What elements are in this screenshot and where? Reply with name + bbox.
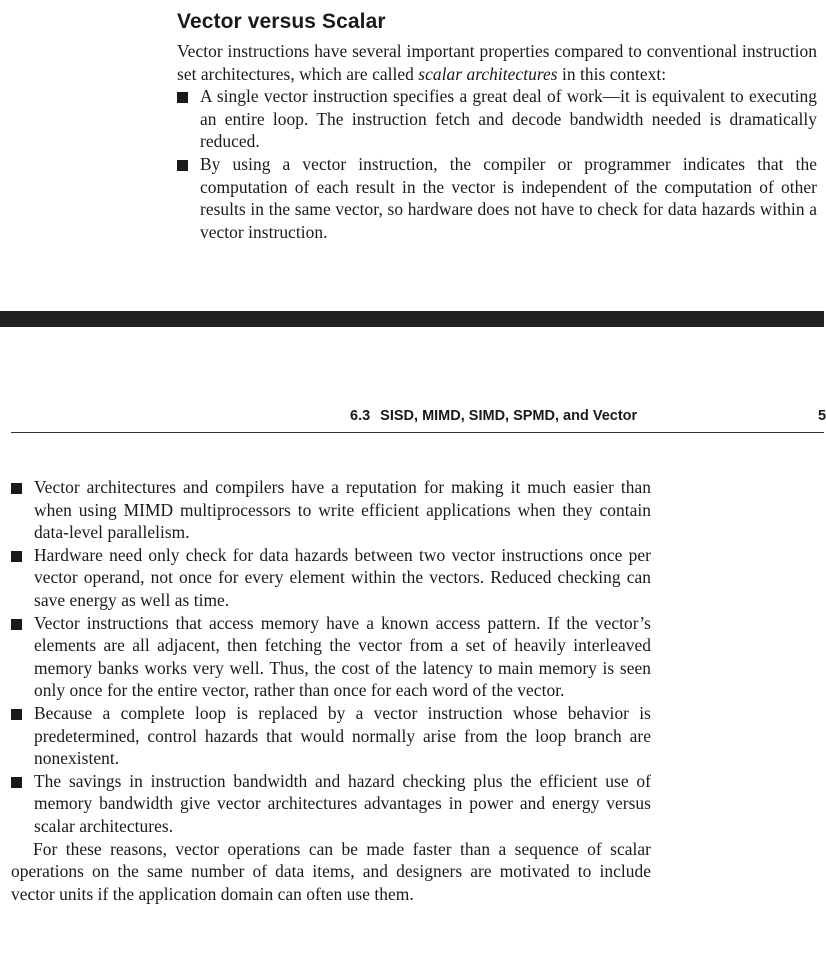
list-item	[11, 770, 651, 838]
running-header	[0, 405, 824, 427]
bottom-page-section	[11, 476, 651, 905]
list-item	[11, 612, 651, 702]
list-item	[177, 85, 817, 153]
square-bullet-icon	[11, 551, 22, 562]
square-bullet-icon	[11, 483, 22, 494]
list-item-text: Vector architectures and compilers have a reputation for making it much easier than when using MIMD multiprocessors to write efficient applications when they contain data-level parallelism.	[34, 477, 651, 543]
list-item-text: Because a complete loop is replaced by a vector instruction whose behavior is predetermined, control hazards that would normally arise from the loop branch are nonexistent.	[34, 702, 651, 769]
list-item-text: The savings in instruction bandwidth and hazard checking plus the efficient use of memory bandwidth give vector architectures advantages in power and energy versus scalar architectures.	[34, 770, 651, 836]
list-item-text: Hardware need only check for data hazards between two vector instructions once per vector operand, not once for every element within the vectors. Reduced checking can save energy as well as time.	[34, 544, 651, 610]
list-item-text: A single vector instruction specifies a great deal of work—it is equivalent to executing an entire loop. The instruction fetch and decode bandwidth needed is dramatically reduced.	[200, 86, 817, 152]
section-title: SISD, MIMD, SIMD, SPMD, and Vector	[380, 408, 638, 424]
bottom-bullet-list	[11, 476, 651, 838]
section-number: 6.3	[350, 408, 371, 424]
intro-text: Vector instructions have several important properties compared to conventional instruction set architectures, which are called	[177, 41, 817, 84]
square-bullet-icon	[11, 709, 22, 720]
square-bullet-icon	[177, 160, 188, 171]
top-page-section	[177, 8, 817, 243]
section-heading: Vector versus Scalar	[177, 10, 386, 33]
square-bullet-icon	[11, 619, 22, 630]
top-bullet-list	[177, 85, 817, 243]
list-item-text: By using a vector instruction, the compiler or programmer indicates that the computation of each result in the vector is independent of the computation of other results in the same vector, so hardware does not have to check for data hazards within a vector instruction.	[200, 153, 817, 242]
list-item	[11, 544, 651, 612]
intro-text-end: in this context:	[557, 63, 667, 84]
closing-paragraph: For these reasons, vector operations can be made faster than a sequence of scalar operations on the same number of data items, and designers are motivated to include vector units if the application domain can often use them.	[11, 838, 651, 904]
list-item-text: Vector instructions that access memory have a known access pattern. If the vector’s elements are all adjacent, then fetching the vector from a set of heavily interleaved memory banks works very well. Thus, the cost of the latency to main memory is seen only once for the entire vector, rather than once for each word of the vector.	[34, 612, 651, 701]
list-item	[177, 153, 817, 243]
page-divider	[0, 311, 824, 327]
running-header-title	[350, 406, 637, 426]
square-bullet-icon	[177, 92, 188, 103]
header-rule	[11, 432, 824, 433]
intro-emphasis: scalar architectures	[418, 63, 558, 84]
square-bullet-icon	[11, 777, 22, 788]
list-item	[11, 476, 651, 544]
page-number: 5	[818, 408, 826, 424]
intro-paragraph	[177, 40, 817, 85]
list-item	[11, 702, 651, 770]
